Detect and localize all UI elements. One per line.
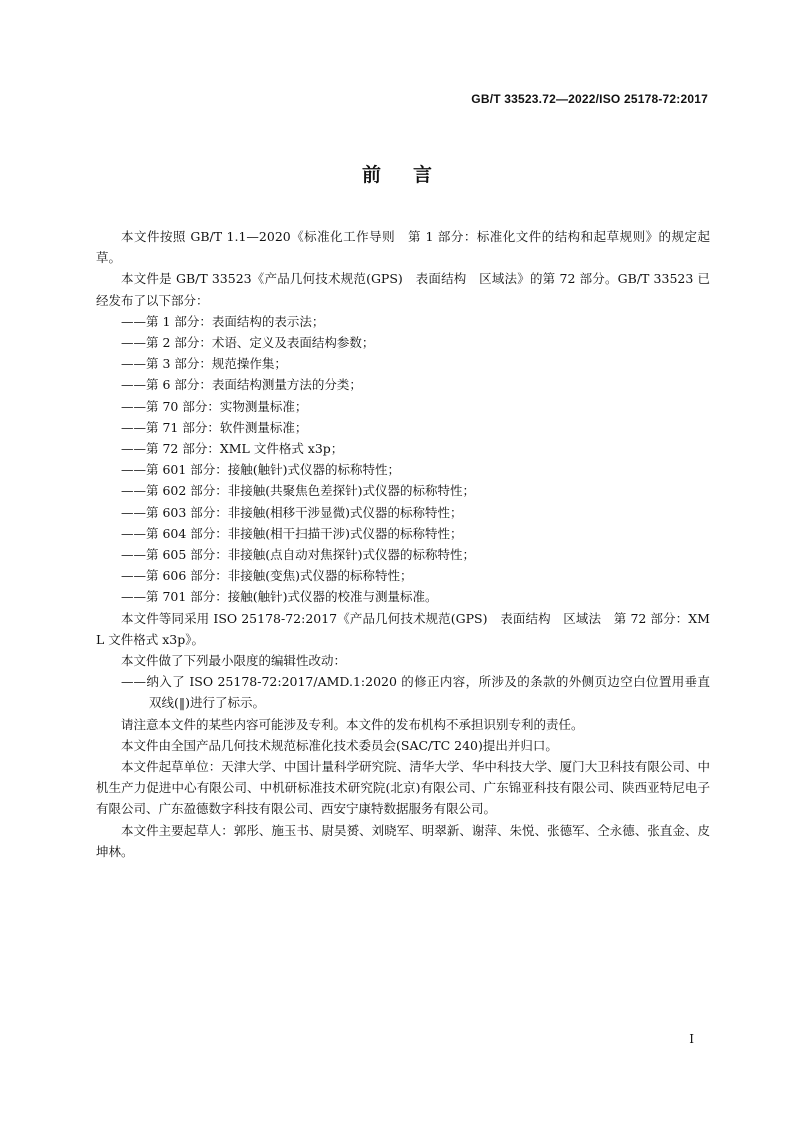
editorial-list-item: ——纳入了 ISO 25178-72:2017/AMD.1:2020 的修正内容，所涉及的条款的外侧页边空白位置用垂直双线(‖)进行了标示。 — [121, 674, 710, 711]
page-title: 前言 — [361, 164, 464, 186]
paragraph-equivalence: 本文件等同采用 ISO 25178-72:2017《产品几何技术规范(GPS) 表面结构 区域法 第 72 部分：XML 文件格式 x3p》。 — [96, 610, 710, 647]
paragraph-proposer: 本文件由全国产品几何技术规范标准化技术委员会(SAC/TC 240)提出并归口。 — [121, 737, 558, 753]
parts-list-item: ——第 701 部分：接触(触针)式仪器的校准与测量标准。 — [121, 589, 438, 605]
paragraph-patent-notice: 请注意本文件的某些内容可能涉及专利。本文件的发布机构不承担识别专利的责任。 — [121, 716, 584, 732]
parts-list-item: ——第 2 部分：术语、定义及表面结构参数； — [121, 335, 375, 351]
standard-number-header: GB/T 33523.72—2022/ISO 25178-72:2017 — [471, 92, 708, 106]
parts-list-item: ——第 6 部分：表面结构测量方法的分类； — [121, 377, 362, 393]
parts-list-item: ——第 602 部分：非接触(共聚焦色差探针)式仪器的标称特性； — [121, 483, 476, 499]
parts-list-item: ——第 70 部分：实物测量标准； — [121, 398, 308, 414]
paragraph-series-intro: 本文件是 GB/T 33523《产品几何技术规范(GPS) 表面结构 区域法》的第 72 部分。GB/T 33523 已经发布了以下部分： — [96, 271, 710, 308]
foreword-body — [96, 226, 710, 862]
parts-list-item: ——第 3 部分：规范操作集； — [121, 356, 287, 372]
paragraph-editorial-intro: 本文件做了下列最小限度的编辑性改动： — [121, 653, 347, 669]
parts-list-item: ——第 71 部分：软件测量标准； — [121, 419, 308, 435]
parts-list-item: ——第 72 部分：XML 文件格式 x3p； — [121, 441, 344, 457]
paragraph-drafters: 本文件主要起草人：郭彤、施玉书、尉昊赟、刘晓军、明翠新、谢萍、朱悦、张德军、仝永德、张直金、皮坤林。 — [96, 822, 710, 859]
parts-list-item: ——第 603 部分：非接触(相移干涉显微)式仪器的标称特性； — [121, 504, 463, 520]
parts-list-item: ——第 1 部分：表面结构的表示法； — [121, 313, 325, 329]
parts-list-item: ——第 601 部分：接触(触针)式仪器的标称特性； — [121, 462, 401, 478]
parts-list-item: ——第 604 部分：非接触(相干扫描干涉)式仪器的标称特性； — [121, 525, 463, 541]
page-number: I — [689, 1032, 694, 1046]
paragraph-drafting-units: 本文件起草单位：天津大学、中国计量科学研究院、清华大学、华中科技大学、厦门大卫科技有限公司、中机生产力促进中心有限公司、中机研标准技术研究院(北京)有限公司、广东锦亚科技有限公司、陕西亚特尼电子有限公司、广东盈德数字科技有限公司、西安宁康特数据服务有限公司。 — [96, 759, 710, 817]
parts-list-item: ——第 605 部分：非接触(点自动对焦探针)式仪器的标称特性； — [121, 547, 476, 563]
parts-list-item: ——第 606 部分：非接触(变焦)式仪器的标称特性； — [121, 568, 413, 584]
paragraph-drafting-rules: 本文件按照 GB/T 1.1—2020《标准化工作导则 第 1 部分：标准化文件的结构和起草规则》的规定起草。 — [96, 229, 710, 266]
